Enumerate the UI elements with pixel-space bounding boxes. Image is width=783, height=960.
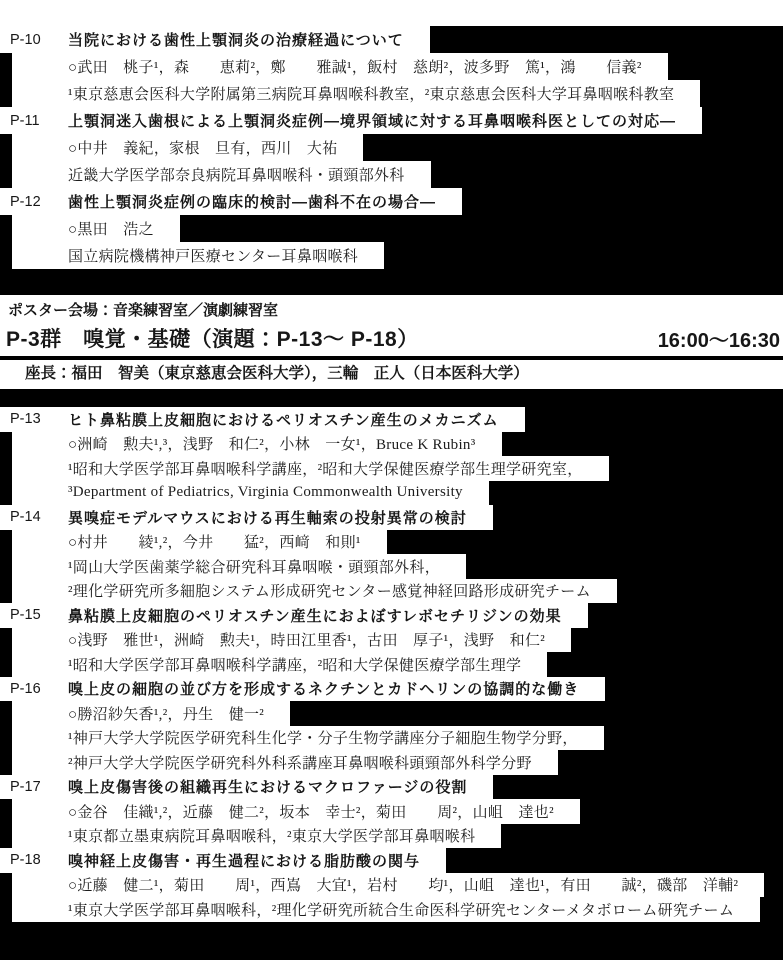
entry-title: 異嗅症モデルマウスにおける再生軸索の投射異常の検討	[68, 509, 467, 527]
text-band	[12, 799, 580, 824]
entry-authors-line	[0, 873, 783, 898]
entry-title: 嗅神経上皮傷害・再生過程における脂肪酸の関与	[68, 852, 421, 870]
entry-title-line	[0, 26, 783, 53]
entry-affiliation: 国立病院機構神戸医療センター耳鼻咽喉科	[68, 249, 359, 265]
entry-affiliation-line	[0, 652, 783, 677]
text-band	[12, 456, 609, 481]
entry-authors: ○浅野 雅世¹，洲崎 勲夫¹，時田江里香¹，古田 厚子¹，浅野 和仁²	[68, 633, 546, 650]
entry-affiliation-line	[0, 897, 783, 922]
poster-venue: ポスター会場：音楽練習室／演劇練習室	[8, 302, 279, 319]
entry-code: P-15	[10, 607, 41, 624]
entry-affiliation: ¹昭和大学医学部耳鼻咽喉科学講座，²昭和大学保健医療学部生理学	[68, 657, 522, 674]
entry-title: 歯性上顎洞炎症例の臨床的検討―歯科不在の場合―	[68, 194, 437, 211]
text-band	[0, 26, 430, 53]
session-chairs: 座長：福田 智美（東京慈恵会医科大学），三輪 正人（日本医科大学）	[25, 365, 529, 382]
text-band	[12, 215, 180, 242]
text-band	[0, 775, 493, 800]
text-band	[0, 603, 588, 628]
entry-affiliation: 近畿大学医学部奈良病院耳鼻咽喉科・頭頸部外科	[68, 168, 405, 184]
entry-affiliation-line	[0, 824, 783, 849]
entry-affiliation-line	[0, 161, 783, 188]
entry-title-line	[0, 677, 783, 702]
entry-authors-line	[0, 432, 783, 457]
text-band	[12, 701, 290, 726]
entry-affiliation: ²理化学研究所多細胞システム形成研究センター感覚神経回路形成研究チーム	[68, 584, 591, 601]
text-band	[12, 134, 363, 161]
entry-title: 嗅上皮傷害後の組織再生におけるマクロファージの役割	[68, 779, 468, 797]
entry-affiliation: ¹東京大学医学部耳鼻咽喉科，²理化学研究所統合生命医科学研究センターメタボローム研究チーム	[68, 902, 735, 919]
text-band	[12, 897, 760, 922]
entry-affiliation: ³Department of Pediatrics, Virginia Commonwealth University	[68, 484, 463, 501]
entry-code: P-12	[10, 193, 41, 210]
text-band	[12, 652, 547, 677]
entry-code: P-10	[10, 31, 41, 48]
entry-authors: ○武田 桃子¹，森 恵莉²，鄭 雅誠¹，飯村 慈朗²，波多野 篤¹，鴻 信義²	[68, 60, 642, 76]
entry-code: P-13	[10, 411, 41, 428]
entry-title-line	[0, 407, 783, 432]
text-band	[12, 873, 764, 898]
entry-title: ヒト鼻粘膜上皮細胞におけるペリオスチン産生のメカニズム	[68, 411, 499, 429]
text-band	[12, 80, 700, 107]
session-title-row	[0, 323, 783, 353]
entry-authors-line	[0, 53, 783, 80]
entry-title: 当院における歯性上顎洞炎の治療経過について	[68, 32, 404, 49]
text-band	[12, 750, 558, 775]
entry-code: P-16	[10, 680, 41, 697]
entry-authors-line	[0, 799, 783, 824]
entry-affiliation-line	[0, 554, 783, 579]
entry-affiliation-line	[0, 80, 783, 107]
entry-affiliation-line	[0, 481, 783, 506]
text-band	[12, 53, 668, 80]
text-band	[0, 107, 702, 134]
entry-authors-line	[0, 134, 783, 161]
entries-section-top	[0, 26, 783, 269]
text-band	[12, 432, 502, 457]
entry-title: 上顎洞迷入歯根による上顎洞炎症例―境界領域に対する耳鼻咽喉科医としての対応―	[68, 113, 677, 130]
entry-title: 鼻粘膜上皮細胞のペリオスチン産生におよぼすレボセチリジンの効果	[68, 607, 562, 625]
text-band	[12, 242, 384, 269]
top-margin-band	[0, 0, 783, 26]
entry-title-line	[0, 188, 783, 215]
text-band	[12, 530, 387, 555]
entry-title-line	[0, 107, 783, 134]
entry-code: P-18	[10, 852, 41, 869]
entry-authors-line	[0, 701, 783, 726]
text-band	[0, 677, 605, 702]
entry-authors: ○村井 綾¹,²，今井 猛²，西﨑 和則¹	[68, 535, 361, 552]
entry-code: P-14	[10, 509, 41, 526]
entry-title: 嗅上皮の細胞の並び方を形成するネクチンとカドヘリンの協調的な働き	[68, 681, 580, 699]
entry-affiliation: ¹東京都立墨東病院耳鼻咽喉科，²東京大学医学部耳鼻咽喉科	[68, 829, 476, 846]
entry-affiliation-line	[0, 579, 783, 604]
text-band	[0, 188, 462, 215]
entry-authors: ○洲崎 勲夫¹,³，浅野 和仁²，小林 一女¹，Bruce K Rubin³	[68, 437, 476, 454]
entry-title-line	[0, 848, 783, 873]
entry-affiliation: ¹神戸大学大学院医学研究科生化学・分子生物学講座分子細胞生物学分野，	[68, 731, 578, 748]
text-band	[12, 554, 466, 579]
text-band	[0, 505, 493, 530]
text-band	[12, 726, 604, 751]
entry-authors-line	[0, 628, 783, 653]
entry-affiliation-line	[0, 242, 783, 269]
entry-affiliation: ²神戸大学大学院医学研究科外科系講座耳鼻咽喉科頭頸部外科学分野	[68, 755, 532, 772]
entry-affiliation-line	[0, 750, 783, 775]
entry-authors: ○近藤 健二¹，菊田 周¹，西嶌 大宜¹，岩村 均¹，山岨 達也¹，有田 誠²，磯部 洋輔²	[68, 878, 739, 895]
entry-affiliation: ¹昭和大学医学部耳鼻咽喉科学講座，²昭和大学保健医療学部生理学研究室，	[68, 461, 583, 478]
entries-section-main	[0, 407, 783, 922]
entry-affiliation-line	[0, 456, 783, 481]
text-band	[0, 848, 446, 873]
entry-authors-line	[0, 215, 783, 242]
entry-affiliation: ¹岡山大学医歯薬学総合研究科耳鼻咽喉・頭頸部外科，	[68, 559, 440, 576]
text-band	[12, 481, 489, 506]
entry-title-line	[0, 505, 783, 530]
entry-affiliation: ¹東京慈恵会医科大学附属第三病院耳鼻咽喉科教室，²東京慈恵会医科大学耳鼻咽喉科教室	[68, 87, 675, 103]
entry-affiliation-line	[0, 726, 783, 751]
text-band	[12, 824, 501, 849]
session-header	[0, 295, 783, 389]
entry-authors: ○黒田 浩之	[68, 222, 154, 238]
entry-authors: ○勝沼紗矢香¹,²，丹生 健一²	[68, 706, 265, 723]
text-band	[12, 161, 431, 188]
entry-authors: ○金谷 佳織¹,²，近藤 健二²，坂本 幸士²，菊田 周²，山岨 達也²	[68, 804, 554, 821]
entry-code: P-11	[10, 112, 40, 129]
entry-authors: ○中井 義紀，家根 旦有，西川 大祐	[68, 141, 338, 157]
text-band	[12, 628, 571, 653]
text-band	[0, 407, 525, 432]
entry-title-line	[0, 603, 783, 628]
entry-code: P-17	[10, 778, 41, 795]
session-group-title: P-3群 嗅覚・基礎（演題：P-13～ P-18）	[6, 328, 419, 351]
entry-authors-line	[0, 530, 783, 555]
text-band	[12, 579, 617, 604]
session-time: 16:00～16:30	[657, 330, 780, 352]
entry-title-line	[0, 775, 783, 800]
